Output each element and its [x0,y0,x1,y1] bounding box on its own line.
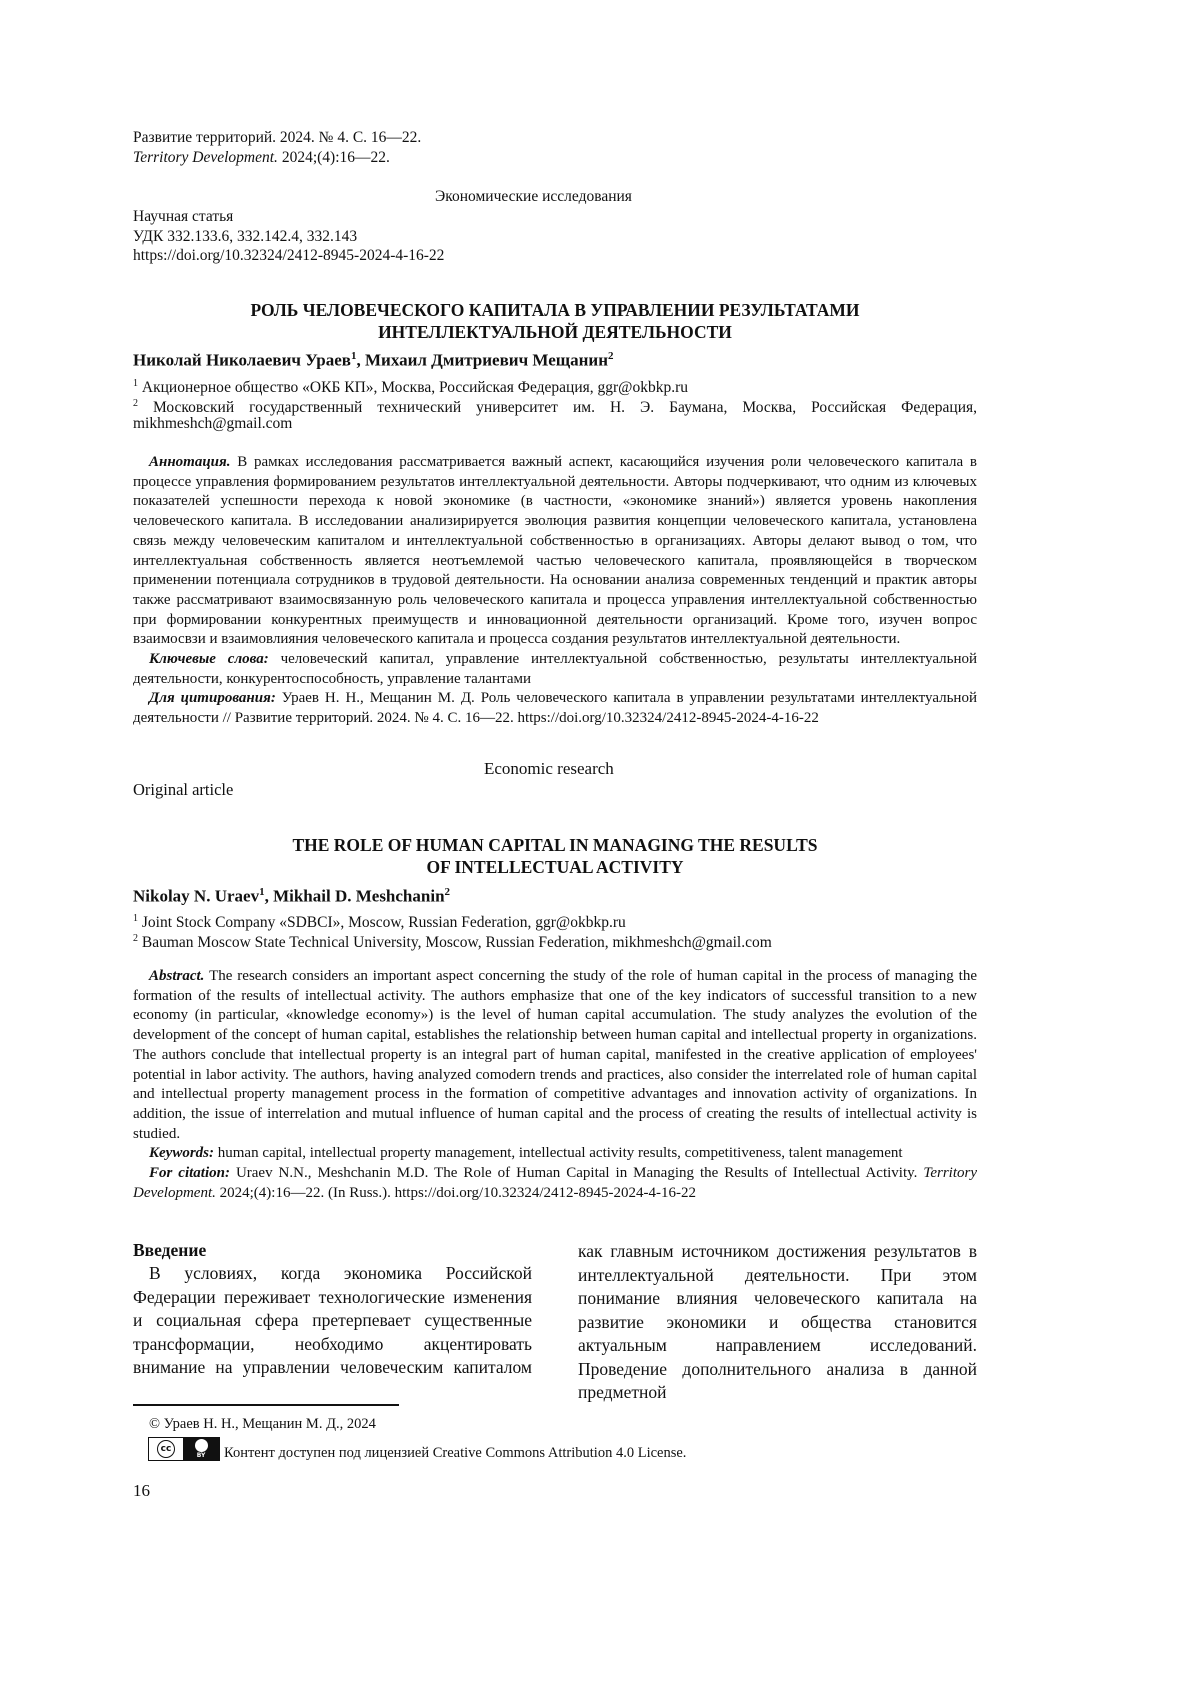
citation-en-text1: Uraev N.N., Meshchanin M.D. The Role of Human Capital in Managing the Results of Intellectual Activity. [229,1165,924,1182]
cc-circle-icon: cc [157,1440,175,1458]
abstract-ru-text: В рамках исследования рассматривается важный аспект, касающийся изучения роли человеческого капитала в процессе управления формированием результатов интеллектуальной деятельности. Авторы подчеркивают, что одним из ключевых показателей успешности перехода к новой экономике (в частности, «экономике знаний») является уровень накопления человеческого капитала. В исследовании анализирируется эволюция развития концепции человеческого капитала, установлена связь между человеческим капиталом и интеллектуальной собственностью в организациях. Авторы делают вывод о том, что интеллектуальная собственность является неотъемлемой частью человеческого капитала, проявляющейся в творческом применении потенциала сотрудников в трудовой деятельности. На основании анализа современных тенденций и практик авторы также рассматривают взаимосвязанную роль человеческого капитала и процесса управления интеллектуальной собственностью при формировании конкурентных преимуществ и инновационной деятельности организаций. Кроме того, изучен вопрос взаимосвзи и взаимовлияния человеческого капитала и процесса создания результатов интеллектуальной деятельности. [133,454,977,648]
citation-ru-text: Ураев Н. Н., Мещанин М. Д. Роль человеческого капитала в управлении результатами интеллектуальной деятельности // Развитие территорий. 2024. № 4. С. 16—22. https://doi.org/10.32324/2412-8945-2024-4-16-22 [133,690,977,727]
author2-ru-sup: 2 [608,350,614,362]
udk: УДК 332.133.6, 332.142.4, 332.143 [133,228,358,245]
author1-ru: Николай Николаевич Ураев [133,350,351,370]
author2-en: Mikhail D. Meshchanin [273,886,445,906]
abstract-en [133,967,977,1144]
affiliation2-en [133,929,772,952]
authors-ru [133,350,614,371]
person-icon [195,1439,208,1452]
journal-issue-en: 2024;(4):16—22. [277,149,390,166]
title-ru [133,299,977,343]
author1-en: Nikolay N. Uraev [133,886,260,906]
cc-by-license-badge[interactable] [148,1437,220,1461]
citation-en [133,1164,977,1203]
keywords-en-text: human capital, intellectual property management, intellectual activity results, competitiveness, talent management [214,1145,903,1162]
abstract-en-text: The research considers an important aspect concerning the study of the role of human capital in the process of managing the formation of the results of intellectual activity. The authors emphasize that one of the key indicators of successful transition to a new economy (in particular, «knowledge economy») is the level of human capital accumulation. The study analyzes the evolution of the development of the concept of human capital, establishes the relationship between human capital and intellectual property in organizations. The authors conclude that intellectual property is an integral part of human capital, manifested in the creative application of employees' potential in labor activity. The authors, having analyzed comodern trends and practices, also consider the interrelated role of human capital and intellectual property management process in the formation of competitive advantages and innovation activity of organizations. In addition, the issue of interrelation and mutual influence of human capital and the process of creating the results of intellectual activity is studied. [133,968,977,1142]
abstract-ru-label: Аннотация. [149,454,231,470]
intro-col1 [133,1262,532,1380]
title-en-line1: THE ROLE OF HUMAN CAPITAL IN MANAGING THE RESULTS [292,835,818,855]
aff2-text: Московский государственный технический университет им. Н. Э. Баумана, Москва, Российская Федерация, [138,399,977,417]
aff2-en-sup: 2 [133,933,138,944]
author2-ru: Михаил Дмитриевич Мещанин [364,350,609,370]
journal-ref-ru: Развитие территорий. 2024. № 4. С. 16—22. [133,129,422,146]
keywords-en [133,1144,977,1164]
author-separator-en: , [264,886,274,906]
copyright: © Ураев Н. Н., Мещанин М. Д., 2024 [149,1416,376,1432]
license-text: Контент доступен под лицензией Creative Commons Attribution 4.0 License. [224,1445,687,1461]
intro-col2 [578,1240,977,1405]
keywords-en-label: Keywords: [149,1145,214,1162]
aff2-sup: 2 [133,398,138,409]
title-ru-line1: РОЛЬ ЧЕЛОВЕЧЕСКОГО КАПИТАЛА В УПРАВЛЕНИИ РЕЗУЛЬТАТАМИ [250,300,860,320]
by-icon [183,1438,219,1460]
abstract-ru-block [133,453,977,729]
author1-ru-sup: 1 [350,350,357,362]
citation-en-journal: Territory Development. [133,1165,978,1201]
abstract-ru [133,453,977,650]
journal-title-en: Territory Development. [133,149,278,166]
citation-en-text2: 2024;(4):16—22. (In Russ.). https://doi.org/10.32324/2412-8945-2024-4-16-22 [215,1184,697,1201]
author2-en-sup: 2 [444,886,451,898]
abstract-en-block [133,967,977,1203]
author-separator: , [356,350,365,370]
aff2-en-text: Bauman Moscow State Technical University, Moscow, Russian Federation, mikhmeshch@gmail.com [138,934,772,952]
title-en [133,834,977,878]
aff1-text: Акционерное общество «ОКБ КП», Москва, Российская Федерация, ggr@okbkp.ru [138,379,688,397]
cc-icon [149,1438,183,1460]
article-type-ru: Научная статья [133,208,234,225]
aff1-en-text: Joint Stock Company «SDBCI», Moscow, Russian Federation, ggr@okbkp.ru [138,914,626,932]
keywords-ru [133,650,977,689]
abstract-en-label: Abstract. [149,968,205,984]
page-number: 16 [133,1481,150,1500]
aff1-sup: 1 [133,378,138,389]
section-ru: Экономические исследования [435,188,632,205]
aff1-en-sup: 1 [133,913,138,924]
title-en-line2: OF INTELLECTUAL ACTIVITY [426,857,684,877]
intro-col2-text: как главным источником достижения результатов в интеллектуальной деятельности. При этом понимание влияния человеческого капитала на развитие экономики и общества становится актуальным направлением исследований. Проведение дополнительного анализа в данной предметной [578,1241,977,1402]
section-en: Economic research [484,759,614,778]
intro-col1-text: В условиях, когда экономика Российской Федерации переживает технологические изменения и социальная сфера претерпевает существенные трансформации, необходимо акцентировать внимание на управлении человеческим капиталом [133,1263,532,1377]
citation-ru-label: Для цитирования: [149,690,276,707]
affiliation2-ru-line2: mikhmeshch@gmail.com [133,415,293,432]
author1-en-sup: 1 [259,886,265,898]
citation-ru [133,689,977,728]
keywords-ru-label: Ключевые слова: [149,651,269,668]
footnote-rule [133,1404,399,1406]
by-label: BY [196,1452,206,1459]
journal-ref-en [133,148,390,167]
article-type-en: Original article [133,780,234,799]
citation-en-label: For citation: [149,1165,230,1182]
keywords-ru-text: человеческий капитал, управление интеллектуальной собственностью, результаты интеллектуальной деятельности, конкурентоспособность, управление талантами [133,651,977,687]
intro-heading: Введение [133,1240,207,1260]
doi-link[interactable]: https://doi.org/10.32324/2412-8945-2024-4-16-22 [133,247,445,264]
title-ru-line2: ИНТЕЛЛЕКТУАЛЬНОЙ ДЕЯТЕЛЬНОСТИ [378,322,732,342]
authors-en [133,886,450,907]
